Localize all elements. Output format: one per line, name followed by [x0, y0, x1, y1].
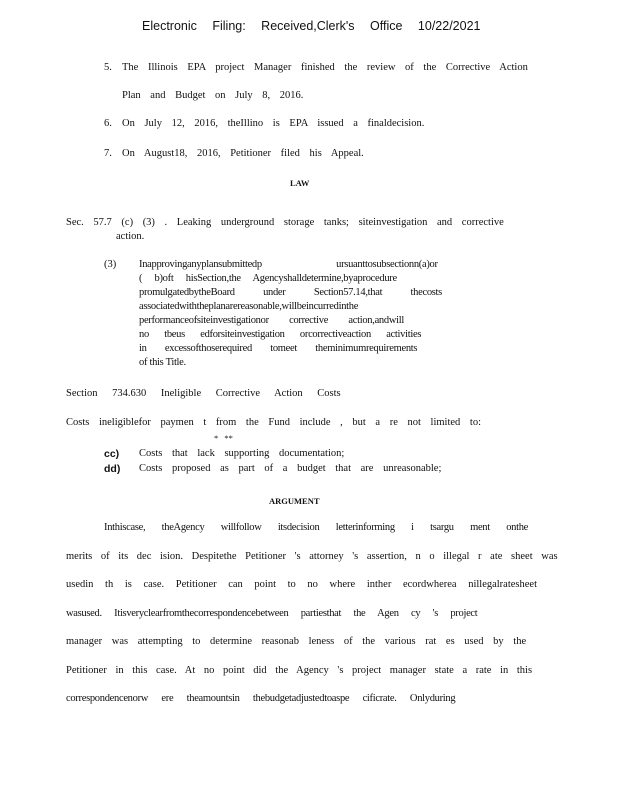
statute-citation-cont: action. [116, 231, 145, 242]
argument-line: usedin th is case. Petitioner can point to no where inther ecordwherea nillegalratesheet [66, 579, 537, 590]
argument-line: correspondencenorw ere theamountsin thebudgetadjustedtoaspe cificrate. Onlyduring [66, 693, 456, 704]
regulation-item-letter: dd) [104, 463, 121, 475]
statute-paragraph-line: promulgatedbytheBoard under Section57.14,that thecosts [139, 287, 442, 298]
statute-paragraph-line: ( b)oft hisSection,the Agencyshalldetermine,byaprocedure [139, 273, 397, 284]
argument-line: Inthiscase, theAgency willfollow itsdecision letterinforming i tsargu ment onthe [104, 522, 529, 533]
filing-stamp: Electronic Filing: Received,Clerk's Office 10/22/2021 [142, 19, 481, 33]
argument-line: manager was attempting to determine reasonab leness of the various rat es used by the [66, 636, 527, 647]
fact-number: 7. [104, 148, 112, 159]
statute-paragraph-line: associatedwiththeplanarereasonable,willbeincurredinthe [139, 301, 359, 312]
regulation-intro: Costs ineligiblefor paymen t from the Fund include , but a re not limited to: [66, 417, 481, 428]
argument-line: merits of its dec ision. Despitethe Petitioner 's attorney 's assertion, n o illegal r ate sheet was [66, 551, 558, 562]
statute-paragraph-line: of this Title. [139, 357, 186, 368]
statute-paragraph-line: no tbeus edforsiteinvestigation orcorrectiveaction activities [139, 329, 422, 340]
argument-line: wasused. Itisveryclearfromthecorrespondencebetween partiesthat the Agen cy 's project [66, 608, 478, 619]
law-heading: LAW [290, 178, 310, 188]
statute-paragraph-line: performanceofsiteinvestigationor corrective action,andwill [139, 315, 404, 326]
statute-citation: Sec. 57.7 (c) (3) . Leaking underground storage tanks; siteinvestigation and corrective [66, 217, 504, 228]
fact-text: Plan and Budget on July 8, 2016. [122, 90, 304, 101]
regulation-item-text: Costs proposed as part of a budget that are unreasonable; [139, 463, 442, 474]
statute-paragraph-line: in excessofthoserequired tomeet theminimumrequirements [139, 343, 418, 354]
regulation-item-text: Costs that lack supporting documentation; [139, 448, 345, 459]
fact-number: 5. [104, 62, 112, 73]
omission-marks: * ** [214, 433, 233, 443]
statute-paragraph-line: Inapprovinganyplansubmittedp ursuanttosubsectionn(a)or [139, 259, 438, 270]
fact-number: 6. [104, 118, 112, 129]
fact-text: On July 12, 2016, theIllino is EPA issued a finaldecision. [122, 118, 425, 129]
statute-paragraph-number: (3) [104, 259, 117, 270]
argument-heading: ARGUMENT [269, 496, 320, 506]
regulation-title: Section 734.630 Ineligible Corrective Action Costs [66, 388, 341, 399]
regulation-item-letter: cc) [104, 448, 120, 460]
fact-text: On August18, 2016, Petitioner filed his Appeal. [122, 148, 364, 159]
argument-line: Petitioner in this case. At no point did the Agency 's project manager state a rate in this [66, 665, 533, 676]
fact-text: The Illinois EPA project Manager finished the review of the Corrective Action [122, 62, 528, 73]
